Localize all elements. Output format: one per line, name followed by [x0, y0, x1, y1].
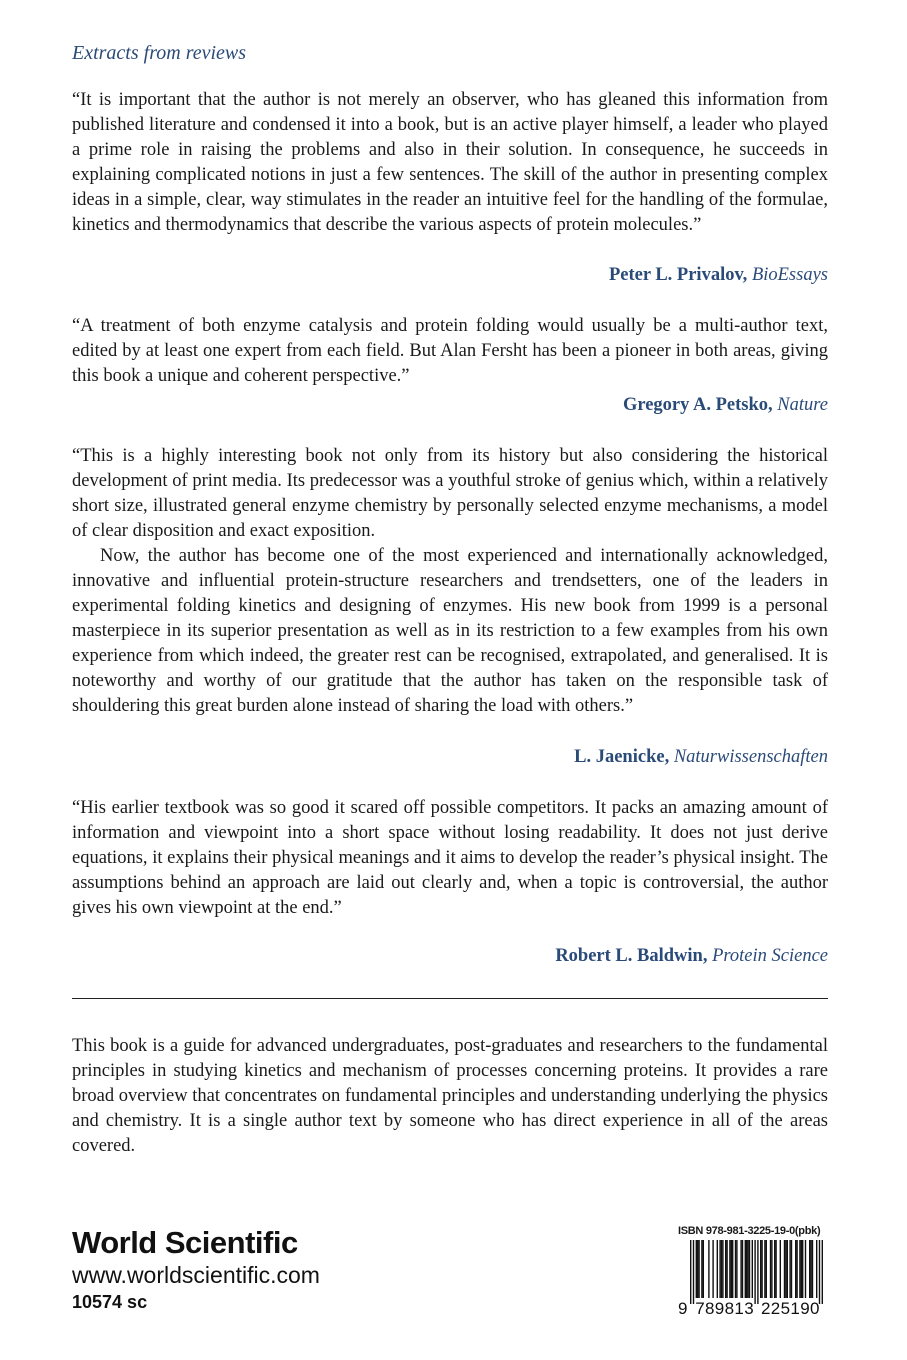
review-4-attribution	[555, 946, 828, 967]
book-description: This book is a guide for advanced undergraduates, post-graduates and researchers to the fundamental principles in studying kinetics and mechanism of processes concerning proteins. It provides a rare broad overview that concentrates on fundamental principles and understanding underlying the physics and chemistry. It is a single author text by someone who has direct experience in all of the areas covered.	[72, 1036, 828, 1156]
barcode-bar	[809, 1240, 810, 1298]
barcode-digit: 8	[724, 1299, 735, 1318]
review-paragraph: “It is important that the author is not merely an observer, who has gleaned this information from published literature and condensed it into a book, but is an active player himself, a leader who played a prime role in raising the problems and also in their solution. In consequence, he succeeds in explaining complicated notions in just a few sentences. The skill of the author in presenting complex ideas in a simple, clear, way stimulates in the reader an intuitive feel for the handling of the formulae, kinetics and thermodynamics that describe the various aspects of protein molecules.”	[72, 90, 828, 235]
review-paragraph: “This is a highly interesting book not only from its history but also considering the historical development of print media. Its predecessor was a youthful stroke of genius which, within a relatively short size, illustrated general enzyme chemistry by personally selected enzyme mechanisms, a model of clear disposition and exact exposition.	[72, 446, 828, 541]
barcode-bar	[717, 1240, 718, 1298]
barcode-bar	[697, 1240, 698, 1298]
barcode-image	[678, 1240, 830, 1320]
barcode-bar	[802, 1240, 803, 1298]
barcode-bar	[761, 1240, 762, 1298]
reviewer-name: L. Jaenicke,	[574, 747, 670, 767]
barcode-digit: 2	[770, 1299, 781, 1318]
reviewer-name: Peter L. Privalov,	[608, 265, 748, 285]
barcode-bar	[812, 1240, 813, 1298]
barcode-bar	[708, 1240, 709, 1298]
barcode-bar	[789, 1240, 790, 1298]
barcode-bar	[764, 1240, 765, 1298]
barcode-bar	[742, 1240, 743, 1298]
barcode-bar	[729, 1240, 730, 1298]
barcode-digit: 8	[705, 1299, 715, 1318]
review-3-attribution	[574, 747, 828, 768]
publisher-block	[72, 1225, 320, 1315]
journal-name: Nature	[777, 395, 828, 415]
barcode-bar	[780, 1240, 781, 1298]
publisher-url: www.worldscientific.com	[72, 1262, 320, 1288]
barcode-bar	[726, 1240, 727, 1298]
review-2-attribution	[623, 395, 828, 416]
barcode-bar	[810, 1240, 811, 1298]
barcode-bar	[816, 1240, 817, 1298]
review-1-text	[72, 88, 828, 238]
reviewer-name: Gregory A. Petsko,	[622, 395, 773, 415]
journal-name: Protein Science	[712, 946, 828, 966]
barcode-digit: 9	[714, 1299, 725, 1318]
divider	[72, 998, 828, 999]
review-3-text	[72, 444, 828, 719]
barcode-bar	[701, 1240, 702, 1298]
barcode-digit: 7	[695, 1299, 705, 1318]
barcode-block	[678, 1225, 830, 1320]
barcode-bar	[745, 1240, 746, 1298]
barcode-bar	[746, 1240, 747, 1298]
barcode-bar	[787, 1240, 788, 1298]
barcode-digit: 1	[734, 1299, 744, 1318]
barcode-bar	[754, 1240, 755, 1304]
barcode-digit: 3	[744, 1299, 754, 1318]
barcode-bar	[795, 1240, 796, 1298]
barcode-bar	[805, 1240, 806, 1298]
barcode-bar	[749, 1240, 750, 1298]
barcode-digit: 9	[678, 1299, 688, 1318]
barcode-bar	[722, 1240, 723, 1298]
barcode-bar	[775, 1240, 776, 1298]
barcode-bar	[712, 1240, 713, 1298]
barcode-bar	[766, 1240, 767, 1298]
barcode-bar	[819, 1240, 820, 1304]
review-paragraph: “A treatment of both enzyme catalysis and protein folding would usually be a multi-author text, edited by at least one expert from each field. But Alan Fersht has been a pioneer in both areas, giving this book a unique and coherent perspective.”	[72, 316, 828, 386]
barcode-bar	[721, 1240, 722, 1298]
review-paragraph: “His earlier textbook was so good it scared off possible competitors. It packs an amazing amount of information and viewpoint into a short space without losing readability. It does not just derive equations, it explains their physical meanings and it aims to develop the reader’s physical insight. The assumptions behind an approach are laid out clearly and, when a topic is controversial, the author gives his own viewpoint at the end.”	[72, 798, 828, 918]
barcode-bar	[771, 1240, 772, 1298]
section-heading: Extracts from reviews	[72, 42, 247, 64]
barcode-bar	[693, 1240, 694, 1304]
barcode-digit: 0	[810, 1299, 820, 1318]
barcode-bar	[696, 1240, 697, 1298]
barcode-bar	[801, 1240, 802, 1298]
barcode-digit: 2	[761, 1299, 771, 1318]
barcode-bar	[732, 1240, 733, 1298]
isbn-label: ISBN 978-981-3225-19-0(pbk)	[678, 1225, 821, 1237]
barcode-bar	[698, 1240, 699, 1298]
barcode-bar	[785, 1240, 786, 1298]
barcode-bar	[760, 1240, 761, 1298]
barcode-bar	[731, 1240, 732, 1298]
barcode-bar	[736, 1240, 737, 1298]
barcode-bar	[774, 1240, 775, 1298]
barcode-bar	[703, 1240, 704, 1298]
barcode-bar	[747, 1240, 748, 1298]
barcode-bar	[791, 1240, 792, 1298]
reviewer-name: Robert L. Baldwin,	[555, 946, 708, 966]
barcode-bar	[784, 1240, 785, 1298]
barcode-bar	[735, 1240, 736, 1298]
barcode-bar	[770, 1240, 771, 1298]
barcode-bar	[822, 1240, 823, 1304]
barcode-bar	[719, 1240, 720, 1298]
barcode-digit: 1	[790, 1299, 800, 1318]
review-4-text	[72, 796, 828, 921]
product-code: 10574 sc	[72, 1292, 148, 1312]
barcode-bar	[752, 1240, 753, 1298]
review-paragraph: Now, the author has become one of the most experienced and internationally acknowledged, innovative and influential protein-structure researchers and trendsetters, one of the leaders in experimental folding kinetics and designing of enzymes. His new book from 1999 is a personal masterpiece in its superior presentation as well as in its restriction to a few examples from his own experience from which indeed, the greater rest can be recognised, extrapolated, and generalised. It is noteworthy and worthy of our gratitude that the author has taken on the responsible task of shouldering this great burden alone instead of sharing the load with others.”	[72, 546, 828, 716]
barcode-bar	[740, 1240, 741, 1298]
barcode-digit: 5	[780, 1299, 791, 1318]
barcode-digit: 9	[800, 1299, 810, 1318]
barcode-bar	[757, 1240, 758, 1304]
journal-name: Naturwissenschaften	[673, 747, 828, 767]
review-1-attribution	[609, 265, 828, 286]
barcode-bar	[690, 1240, 691, 1304]
publisher-name: World Scientific	[72, 1225, 298, 1260]
review-2-text	[72, 314, 828, 389]
barcode-bar	[725, 1240, 726, 1298]
barcode-bar	[796, 1240, 797, 1298]
barcode-bar	[799, 1240, 800, 1298]
journal-name: BioEssays	[751, 265, 828, 285]
